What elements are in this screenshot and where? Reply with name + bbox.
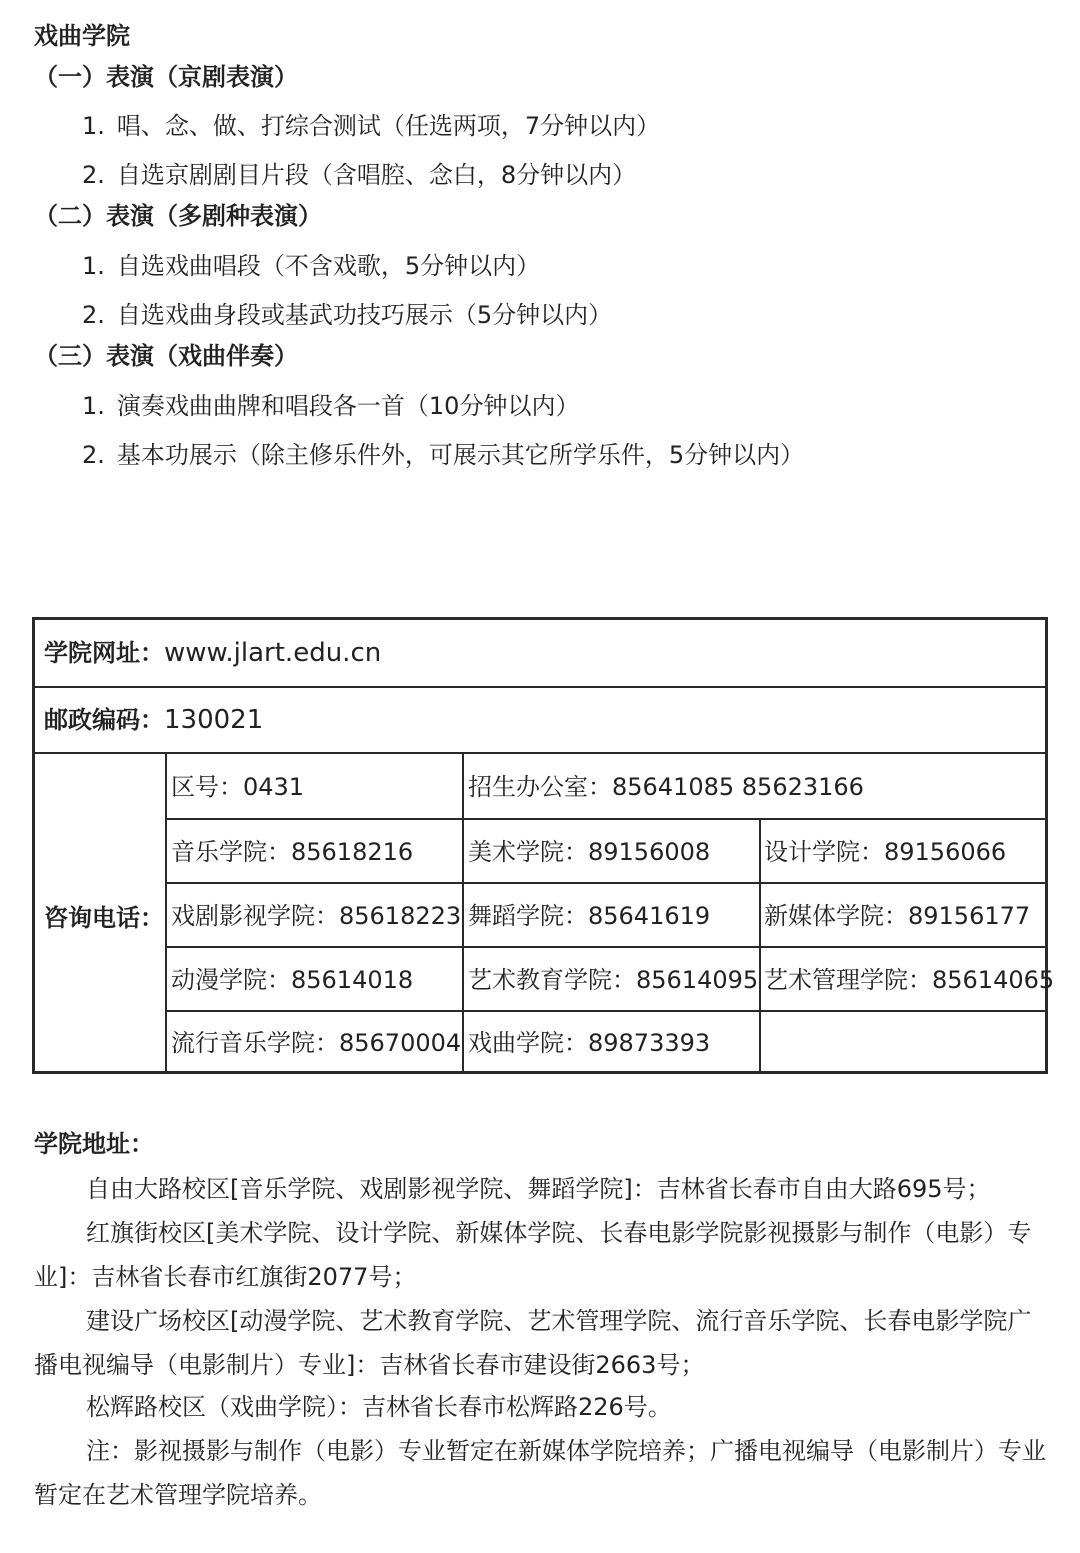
row-divider — [35, 686, 1045, 688]
phone-cell: 设计学院：89156066 — [764, 838, 1007, 866]
phone-cell: 流行音乐学院：85670004 — [171, 1029, 462, 1057]
section-1-item-1 — [82, 108, 660, 144]
row-divider — [165, 1010, 1045, 1012]
item-text: 自选京剧剧目片段（含唱腔、念白，8分钟以内） — [116, 161, 637, 189]
postal-row — [44, 705, 263, 735]
website-label: 学院网址： — [44, 639, 164, 667]
postal-code: 130021 — [164, 705, 264, 735]
phone-cell: 美术学院：89156008 — [468, 838, 711, 866]
item-number: 2. — [82, 301, 105, 329]
address-paragraph: 建设广场校区[动漫学院、艺术教育学院、艺术管理学院、流行音乐学院、长春电影学院广播电视编导（电影制片）专业]：吉林省长春市建设街2663号； — [34, 1307, 1032, 1379]
phone-label: 咨询电话： — [44, 904, 164, 932]
phone-cell: 舞蹈学院：85641619 — [468, 902, 711, 930]
section-heading-3: （三）表演（戏曲伴奏） — [34, 342, 298, 370]
item-number: 1. — [82, 252, 105, 280]
item-text: 基本功展示（除主修乐件外，可展示其它所学乐件，5分钟以内） — [116, 441, 805, 469]
address-paragraph: 松辉路校区（戏曲学院）：吉林省长春市松辉路226号。 — [86, 1393, 672, 1421]
item-text: 自选戏曲唱段（不含戏歌，5分钟以内） — [116, 252, 541, 280]
column-divider — [165, 752, 167, 1071]
section-heading-2: （二）表演（多剧种表演） — [34, 202, 322, 230]
row-divider — [165, 882, 1045, 884]
website-link[interactable]: www.jlart.edu.cn — [164, 638, 382, 668]
item-number: 1. — [82, 112, 105, 140]
address-paragraph: 自由大路校区[音乐学院、戏剧影视学院、舞蹈学院]：吉林省长春市自由大路695号； — [86, 1175, 991, 1203]
row-divider — [35, 752, 1045, 754]
column-divider — [462, 752, 464, 1071]
section-1-item-2 — [82, 157, 636, 193]
row-divider — [165, 818, 1045, 820]
item-number: 2. — [82, 441, 105, 469]
item-text: 唱、念、做、打综合测试（任选两项，7分钟以内） — [116, 112, 661, 140]
section-heading-1: （一）表演（京剧表演） — [34, 63, 298, 91]
column-divider — [759, 818, 761, 1071]
address-title: 学院地址： — [34, 1130, 154, 1158]
item-number: 1. — [82, 392, 105, 420]
website-row — [44, 638, 381, 668]
area-code: 区号：0431 — [171, 773, 305, 801]
item-number: 2. — [82, 161, 105, 189]
postal-label: 邮政编码： — [44, 706, 164, 734]
item-text: 演奏戏曲曲牌和唱段各一首（10分钟以内） — [116, 392, 580, 420]
phone-cell: 戏曲学院：89873393 — [468, 1029, 711, 1057]
section-3-item-2 — [82, 437, 804, 473]
admissions-office-phone: 招生办公室：85641085 85623166 — [468, 773, 864, 801]
row-divider — [165, 946, 1045, 948]
section-2-item-1 — [82, 248, 540, 284]
phone-cell: 艺术管理学院：85614065 — [764, 966, 1055, 994]
section-2-item-2 — [82, 297, 612, 333]
item-text: 自选戏曲身段或基武功技巧展示（5分钟以内） — [116, 301, 613, 329]
contact-table — [32, 617, 1055, 1074]
address-note: 注：影视摄影与制作（电影）专业暂定在新媒体学院培养；广播电视编导（电影制片）专业暂定在艺术管理学院培养。 — [34, 1437, 1046, 1509]
page-title: 戏曲学院 — [34, 22, 130, 50]
phone-cell: 音乐学院：85618216 — [171, 838, 414, 866]
phone-cell: 新媒体学院：89156177 — [764, 902, 1031, 930]
phone-cell: 戏剧影视学院：85618223 — [171, 902, 462, 930]
section-3-item-1 — [82, 388, 579, 424]
phone-cell: 动漫学院：85614018 — [171, 966, 414, 994]
address-paragraph: 红旗街校区[美术学院、设计学院、新媒体学院、长春电影学院影视摄影与制作（电影）专业]：吉林省长春市红旗街2077号； — [34, 1219, 1032, 1291]
phone-cell: 艺术教育学院：85614095 — [468, 966, 759, 994]
